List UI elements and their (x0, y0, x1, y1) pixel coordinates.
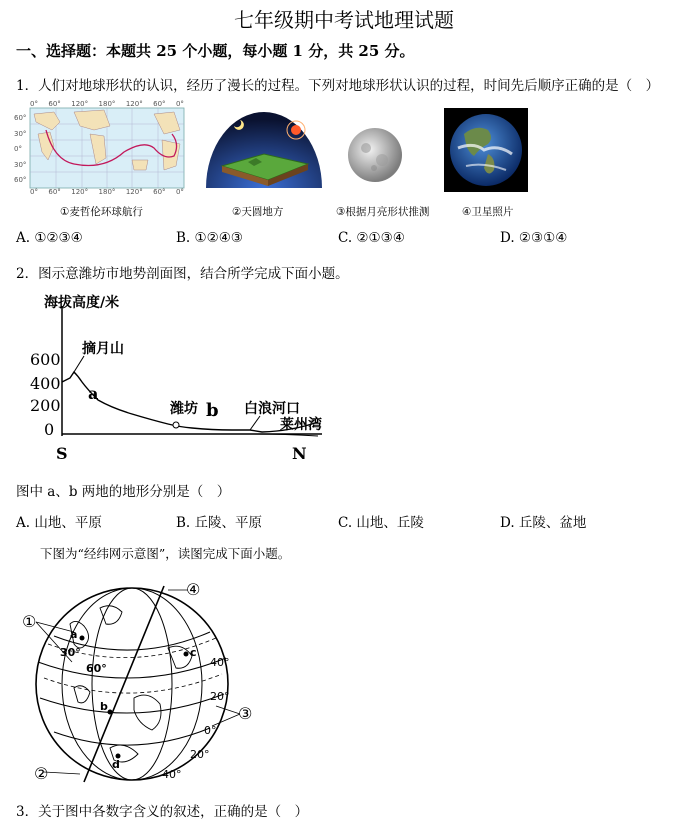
q2-option-a[interactable]: A. 山地、平原 (16, 515, 102, 531)
lat-label-0: 0° (204, 724, 217, 737)
globe-intro: 下图为“经纬网示意图”，读图完成下面小题。 (40, 546, 291, 561)
map-lon-tick: 120° (125, 188, 143, 196)
map-lat-tick: 30° (14, 129, 27, 138)
map-lon-tick: 0° (175, 100, 184, 108)
south-label: S (56, 444, 68, 463)
city-label: 潍坊 (170, 401, 198, 417)
y-tick-400: 400 (30, 374, 61, 393)
map-lon-tick: 120° (125, 100, 143, 108)
map-lon-tick: 0° (30, 188, 38, 196)
mark-4: ④ (186, 580, 201, 599)
mark-1: ① (22, 612, 37, 631)
map-lon-tick: 60° (48, 100, 61, 108)
point-d: d (112, 758, 120, 771)
mark-3: ③ (238, 704, 253, 723)
lon-label-60: 60° (86, 662, 107, 675)
terrain-profile-figure (22, 290, 342, 470)
section-heading: 一、选择题：本题共 25 个小题，每小题 1 分，共 25 分。 (16, 42, 415, 60)
question-2-stem: 2．图示意潍坊市地势剖面图，结合所学完成下面小题。 (16, 266, 349, 282)
y-tick-600: 600 (30, 350, 61, 369)
y-tick-200: 200 (30, 396, 61, 415)
caption-round-sky: ②天圆地方 (232, 206, 284, 218)
map-lon-tick: 120° (71, 100, 89, 108)
map-lon-tick: 180° (98, 100, 116, 108)
bay-label: 莱州湾 (280, 417, 322, 433)
map-lat-tick: 30° (14, 160, 27, 169)
q2-option-c[interactable]: C. 山地、丘陵 (338, 515, 424, 531)
sky-dome-svg (204, 108, 324, 190)
q2-option-b[interactable]: B. 丘陵、平原 (176, 515, 263, 531)
question-1-stem: 1．人们对地球形状的认识，经历了漫长的过程。下列对地球形状认识的过程，时间先后顺序正确的是（ ） (16, 78, 660, 94)
point-a-label: a (88, 384, 99, 403)
y-tick-0: 0 (44, 420, 55, 439)
river-mouth-label: 白浪河口 (244, 401, 300, 417)
question-2-sub-stem: 图中 a、b 两地的地形分别是（ ） (16, 484, 231, 500)
lat-lon-globe-figure (14, 578, 274, 786)
map-lon-tick: 0° (30, 100, 38, 108)
q1-option-c[interactable]: C. ②①③④ (338, 230, 405, 246)
globe-svg (14, 578, 274, 786)
lat-label-20s: 20° (190, 748, 210, 761)
moon-svg (344, 124, 406, 186)
caption-satellite: ④卫星照片 (462, 206, 514, 218)
map-lat-tick: 60° (14, 114, 27, 122)
caption-magellan: ①麦哲伦环球航行 (60, 206, 143, 218)
mark-2: ② (34, 764, 49, 783)
map-lat-tick: 60° (14, 176, 27, 184)
lat-label-40n: 40° (210, 656, 230, 669)
magellan-map-svg (14, 100, 198, 198)
q1-option-d[interactable]: D. ②③①④ (500, 230, 568, 246)
moon-image (344, 124, 406, 186)
map-lat-tick: 0° (14, 145, 22, 153)
q1-option-b[interactable]: B. ①②④③ (176, 230, 243, 246)
magellan-route-map (14, 100, 198, 198)
map-lon-tick: 60° (48, 188, 61, 196)
satellite-photo (444, 108, 528, 192)
point-c: c (190, 646, 197, 659)
north-label: N (292, 444, 307, 463)
map-lon-tick: 120° (71, 188, 89, 196)
point-b: b (100, 700, 108, 713)
question-3-stem: 3．关于图中各数字含义的叙述，正确的是（ ） (16, 804, 309, 820)
page-title: 七年级期中考试地理试题 (234, 8, 454, 32)
y-axis-label: 海拔高度/米 (44, 295, 120, 311)
map-lon-tick: 60° (153, 100, 166, 108)
point-b-label: b (206, 400, 219, 421)
earth-svg (444, 108, 528, 192)
lat-label-20n: 20° (210, 690, 230, 703)
point-a: a (70, 628, 78, 641)
peak-label: 摘月山 (82, 341, 124, 357)
lat-label-40s: 40° (162, 768, 182, 781)
map-lon-tick: 0° (175, 188, 184, 196)
lon-label-30: 30° (60, 646, 81, 659)
terrain-profile-svg (22, 290, 342, 470)
caption-moon: ③根据月亮形状推测 (336, 206, 430, 218)
q1-option-a[interactable]: A. ①②③④ (16, 230, 83, 246)
q2-option-d[interactable]: D. 丘陵、盆地 (500, 515, 587, 531)
sky-dome-image (204, 108, 324, 190)
map-lon-tick: 60° (153, 188, 166, 196)
map-lon-tick: 180° (98, 188, 116, 196)
